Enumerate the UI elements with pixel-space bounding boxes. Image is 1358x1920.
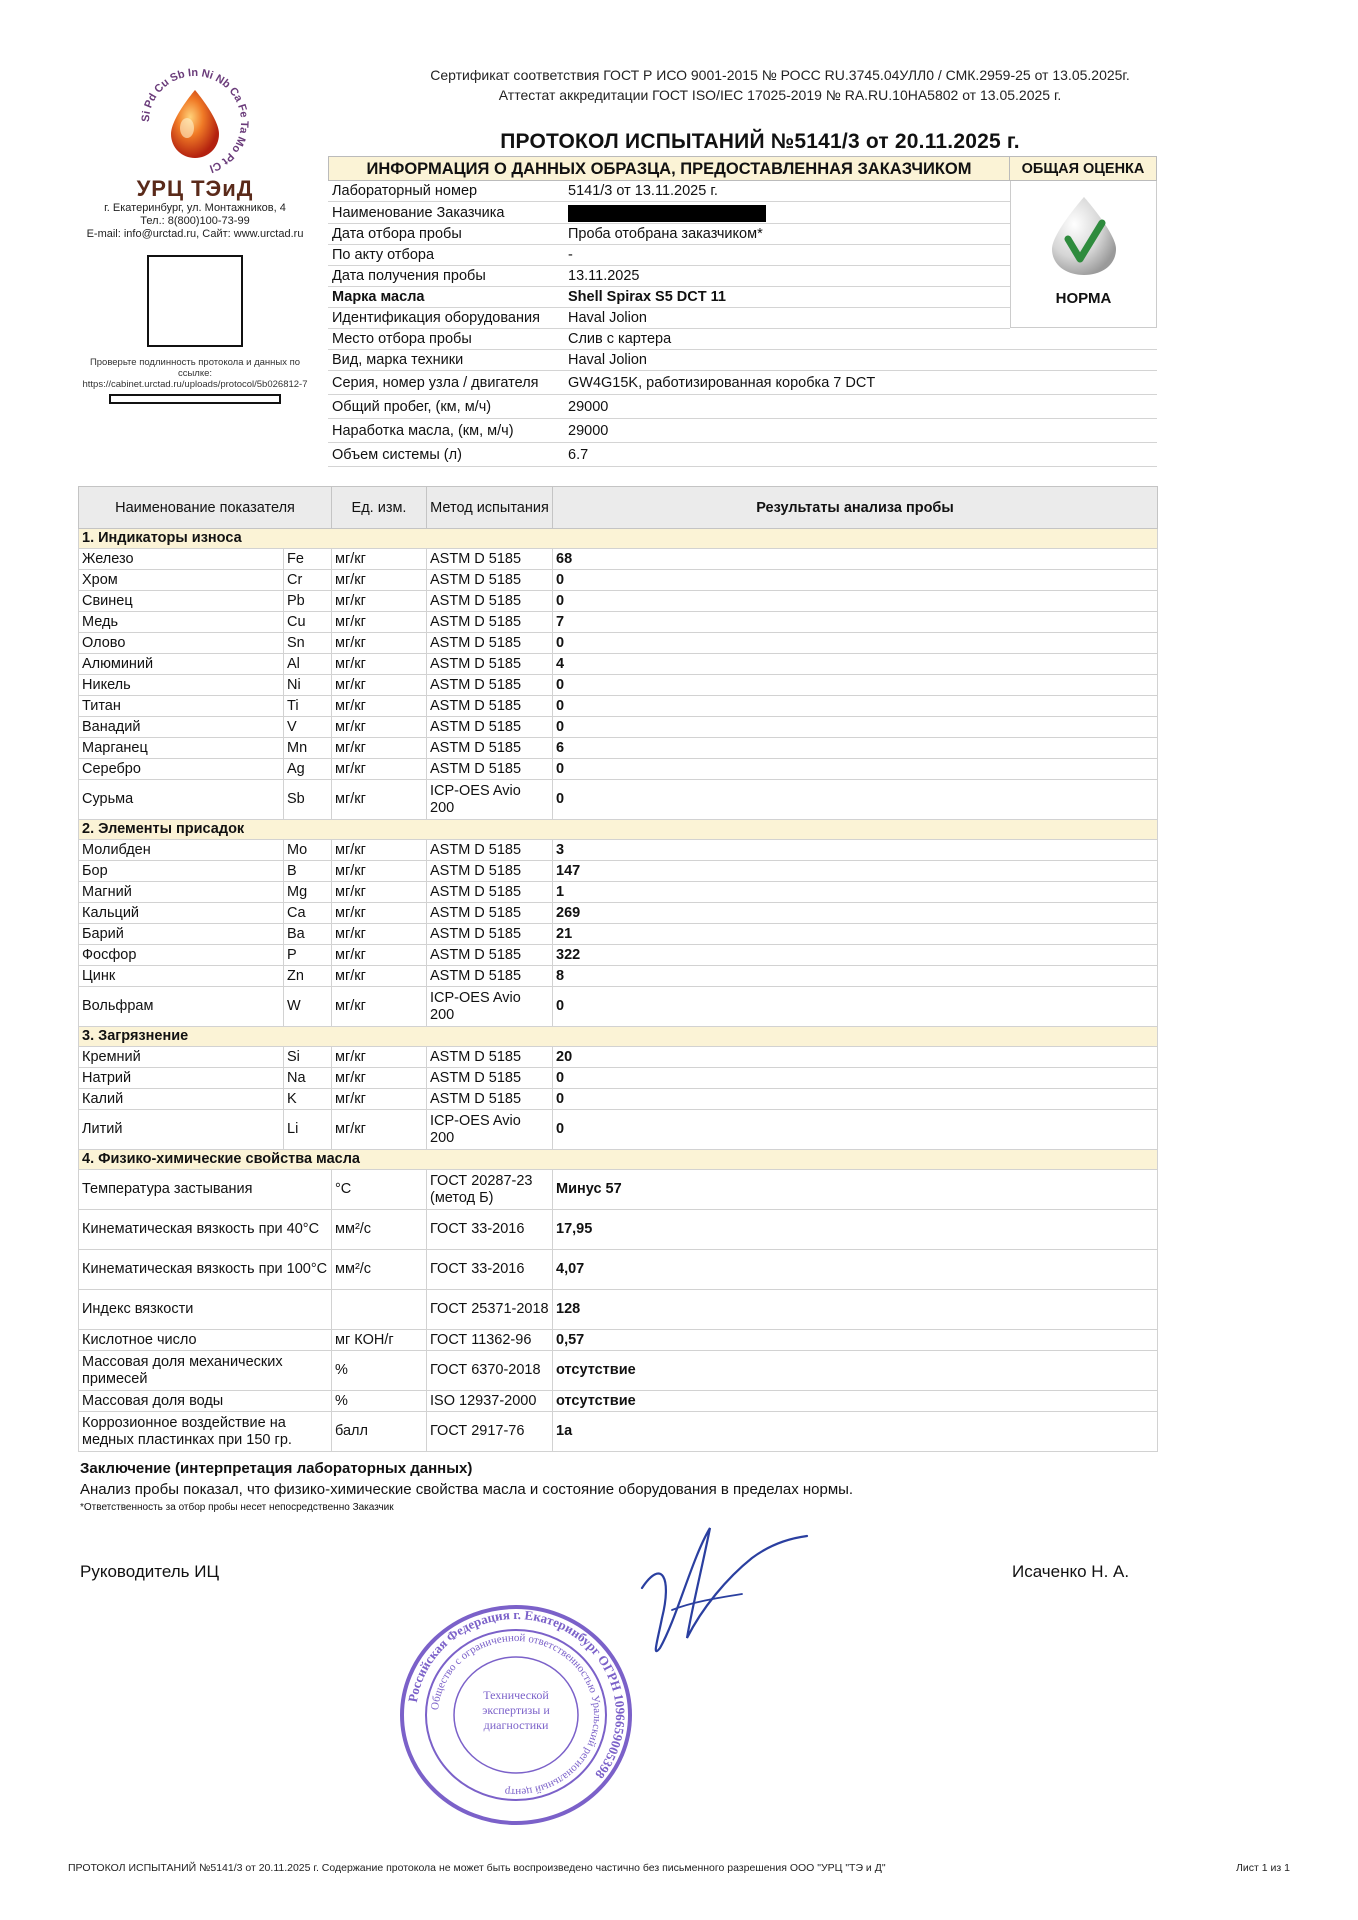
row-symbol: Sn	[284, 633, 332, 654]
row-method: ГОСТ 11362-96	[427, 1330, 553, 1351]
row-symbol: Ag	[284, 759, 332, 780]
row-name: Барий	[79, 924, 284, 945]
row-symbol: K	[284, 1089, 332, 1110]
row-result: 269	[553, 903, 1158, 924]
row-result: 17,95	[553, 1210, 1158, 1250]
row-name: Кислотное число	[79, 1330, 332, 1351]
row-unit: мг/кг	[332, 780, 427, 820]
info-row-lab-number: Лабораторный номер 5141/3 от 13.11.2025 г.	[328, 181, 1010, 202]
table-row	[79, 882, 1158, 903]
row-method: ASTM D 5185	[427, 861, 553, 882]
row-unit: мг/кг	[332, 945, 427, 966]
row-unit: мг/кг	[332, 924, 427, 945]
row-method: ASTM D 5185	[427, 696, 553, 717]
responsibility-note: *Ответственность за отбор пробы несет непосредственно Заказчик	[80, 1502, 394, 1513]
table-row	[79, 1068, 1158, 1089]
lab-logo-icon	[135, 62, 255, 182]
row-symbol: Ca	[284, 903, 332, 924]
row-method: ГОСТ 33-2016	[427, 1250, 553, 1290]
row-unit: мг/кг	[332, 717, 427, 738]
row-method: ГОСТ 20287-23 (метод Б)	[427, 1170, 553, 1210]
row-unit: мг/кг	[332, 549, 427, 570]
row-name: Массовая доля механических примесей	[79, 1351, 332, 1391]
row-name: Цинк	[79, 966, 284, 987]
footer-text: ПРОТОКОЛ ИСПЫТАНИЙ №5141/3 от 20.11.2025 г. Содержание протокола не может быть воспроизведено частично без письменного разрешения ООО "УРЦ "ТЭ и Д"	[68, 1862, 886, 1874]
row-result: 147	[553, 861, 1158, 882]
row-symbol: V	[284, 717, 332, 738]
row-method: ASTM D 5185	[427, 549, 553, 570]
info-row-received-date: Дата получения пробы 13.11.2025	[328, 266, 1010, 287]
row-result: Минус 57	[553, 1170, 1158, 1210]
col-header-result: Результаты анализа пробы	[553, 487, 1158, 529]
sample-info-heading: ИНФОРМАЦИЯ О ДАННЫХ ОБРАЗЦА, ПРЕДОСТАВЛЕННАЯ ЗАКАЗЧИКОМ	[328, 156, 1010, 181]
row-method: ASTM D 5185	[427, 924, 553, 945]
row-unit: мг/кг	[332, 903, 427, 924]
row-result: 4	[553, 654, 1158, 675]
row-result: 8	[553, 966, 1158, 987]
info-row-equipment-id: Идентификация оборудования Haval Jolion	[328, 308, 1010, 329]
row-symbol: Ni	[284, 675, 332, 696]
row-unit: мм²/с	[332, 1210, 427, 1250]
row-method: ГОСТ 6370-2018	[427, 1351, 553, 1391]
protocol-title: ПРОТОКОЛ ИСПЫТАНИЙ №5141/3 от 20.11.2025 г.	[500, 130, 1020, 153]
lab-email-site: E-mail: info@urctad.ru, Сайт: www.urctad.ru	[86, 228, 304, 240]
row-symbol: Sb	[284, 780, 332, 820]
row-result: 128	[553, 1290, 1158, 1330]
row-name: Кремний	[79, 1047, 284, 1068]
logo-ring-text: Si Pd Cu Sb In Ni Nb Ca Fe Ta Mo Pt Cl	[139, 66, 251, 175]
row-symbol: W	[284, 987, 332, 1027]
row-method: ГОСТ 33-2016	[427, 1210, 553, 1250]
row-symbol: Ti	[284, 696, 332, 717]
row-method: ASTM D 5185	[427, 633, 553, 654]
row-result: 0	[553, 696, 1158, 717]
table-row	[79, 675, 1158, 696]
row-unit: °C	[332, 1170, 427, 1210]
customer-redacted	[568, 205, 766, 222]
table-row	[79, 861, 1158, 882]
row-name: Молибден	[79, 840, 284, 861]
table-row	[79, 1089, 1158, 1110]
row-symbol: Fe	[284, 549, 332, 570]
row-method: ICP-OES Avio 200	[427, 987, 553, 1027]
row-method: ASTM D 5185	[427, 570, 553, 591]
grade-heading: ОБЩАЯ ОЦЕНКА	[1010, 156, 1157, 181]
row-unit: мм²/с	[332, 1250, 427, 1290]
table-row	[79, 966, 1158, 987]
table-row	[79, 738, 1158, 759]
row-unit: мг/кг	[332, 840, 427, 861]
col-header-method: Метод испытания	[427, 487, 553, 529]
row-symbol: B	[284, 861, 332, 882]
row-symbol: Ba	[284, 924, 332, 945]
row-symbol: Zn	[284, 966, 332, 987]
row-unit: мг/кг	[332, 591, 427, 612]
handwritten-signature	[632, 1518, 812, 1668]
row-name: Серебро	[79, 759, 284, 780]
table-row	[79, 1047, 1158, 1068]
section-row	[79, 529, 1158, 549]
info-row-customer: Наименование Заказчика	[328, 202, 1010, 224]
row-method: ASTM D 5185	[427, 945, 553, 966]
accreditation-line: Аттестат аккредитации ГОСТ ISO/IEC 17025-2019 № RA.RU.10НА5802 от 13.05.2025 г.	[498, 87, 1062, 103]
row-name: Вольфрам	[79, 987, 284, 1027]
row-result: 322	[553, 945, 1158, 966]
info-row-vehicle: Вид, марка техники Haval Jolion	[328, 350, 1157, 371]
row-method: ASTM D 5185	[427, 759, 553, 780]
info-row-sample-place: Место отбора пробы Слив с картера	[328, 329, 1157, 350]
row-symbol: Si	[284, 1047, 332, 1068]
row-result: 68	[553, 549, 1158, 570]
row-name: Бор	[79, 861, 284, 882]
section-row	[79, 1150, 1158, 1170]
row-name: Марганец	[79, 738, 284, 759]
row-name: Массовая доля воды	[79, 1391, 332, 1412]
row-result: 0	[553, 633, 1158, 654]
info-row-oil-brand: Марка масла Shell Spirax S5 DCT 11	[328, 287, 1010, 308]
row-name: Натрий	[79, 1068, 284, 1089]
row-name: Никель	[79, 675, 284, 696]
table-row	[79, 633, 1158, 654]
table-row	[79, 549, 1158, 570]
head-title: Руководитель ИЦ	[80, 1562, 220, 1581]
results-table	[78, 486, 1158, 1452]
certificate-line: Сертификат соответствия ГОСТ Р ИСО 9001-2015 № РОСС RU.3745.04УЛЛ0 / СМК.2959-25 от 13.05.2025г.	[430, 67, 1130, 83]
row-method: ASTM D 5185	[427, 966, 553, 987]
row-result: 1	[553, 882, 1158, 903]
row-method: ASTM D 5185	[427, 1047, 553, 1068]
row-method: ICP-OES Avio 200	[427, 780, 553, 820]
row-result: 0	[553, 1089, 1158, 1110]
row-result: 0	[553, 780, 1158, 820]
overall-grade-value: НОРМА	[1055, 290, 1112, 307]
row-method: ICP-OES Avio 200	[427, 1110, 553, 1150]
section-title: 3. Загрязнение	[79, 1027, 1158, 1047]
row-symbol: Mn	[284, 738, 332, 759]
row-method: ГОСТ 25371-2018	[427, 1290, 553, 1330]
conclusion-title: Заключение (интерпретация лабораторных данных)	[80, 1460, 473, 1477]
row-symbol: P	[284, 945, 332, 966]
table-row	[79, 924, 1158, 945]
row-unit: мг/кг	[332, 738, 427, 759]
row-result: 0	[553, 570, 1158, 591]
row-result: 1а	[553, 1412, 1158, 1452]
row-unit: мг/кг	[332, 654, 427, 675]
row-unit: мг/кг	[332, 696, 427, 717]
table-row	[79, 1170, 1158, 1210]
row-unit: мг/кг	[332, 966, 427, 987]
table-row	[79, 759, 1158, 780]
row-result: 0	[553, 1110, 1158, 1150]
stamp-middle-text: Общество с ограниченной ответственностью Уральский региональный центр	[429, 1631, 604, 1799]
row-name: Температура застывания	[79, 1170, 332, 1210]
row-unit: мг/кг	[332, 1089, 427, 1110]
info-row-system-volume: Объем системы (л) 6.7	[328, 443, 1157, 467]
table-row	[79, 840, 1158, 861]
row-unit: мг/кг	[332, 882, 427, 903]
col-header-name: Наименование показателя	[79, 487, 332, 529]
row-name: Алюминий	[79, 654, 284, 675]
table-row	[79, 612, 1158, 633]
conclusion-text: Анализ пробы показал, что физико-химические свойства масла и состояние оборудования в пределах нормы.	[80, 1481, 854, 1498]
row-unit: мг/кг	[332, 1110, 427, 1150]
qr-code	[147, 255, 243, 347]
row-name: Литий	[79, 1110, 284, 1150]
table-row	[79, 654, 1158, 675]
row-name: Коррозионное воздействие на медных пластинках при 150 гр.	[79, 1412, 332, 1452]
row-result: 0	[553, 717, 1158, 738]
row-name: Калий	[79, 1089, 284, 1110]
row-result: 4,07	[553, 1250, 1158, 1290]
row-result: 0	[553, 759, 1158, 780]
table-row	[79, 903, 1158, 924]
section-row	[79, 820, 1158, 840]
row-result: отсутствие	[553, 1391, 1158, 1412]
row-name: Кинематическая вязкость при 100°C	[79, 1250, 332, 1290]
table-row	[79, 1351, 1158, 1391]
row-unit: мг/кг	[332, 633, 427, 654]
table-row	[79, 1290, 1158, 1330]
row-name: Кальций	[79, 903, 284, 924]
row-symbol: Li	[284, 1110, 332, 1150]
info-row-act: По акту отбора -	[328, 245, 1010, 266]
verify-code-box	[109, 394, 281, 404]
row-name: Хром	[79, 570, 284, 591]
row-unit: мг/кг	[332, 675, 427, 696]
row-unit: мг/кг	[332, 1047, 427, 1068]
table-row	[79, 1412, 1158, 1452]
row-name: Кинематическая вязкость при 40°C	[79, 1210, 332, 1250]
table-row	[79, 987, 1158, 1027]
row-result: 0	[553, 675, 1158, 696]
row-name: Свинец	[79, 591, 284, 612]
stamp-outer-text: Российская Федерация г. Екатеринбург ОГРН 1096659005398	[404, 1606, 629, 1782]
row-name: Ванадий	[79, 717, 284, 738]
info-row-unit-serial: Серия, номер узла / двигателя GW4G15K, работизированная коробка 7 DCT	[328, 371, 1157, 395]
row-name: Сурьма	[79, 780, 284, 820]
row-symbol: Mg	[284, 882, 332, 903]
row-name: Титан	[79, 696, 284, 717]
row-unit: мг КОН/г	[332, 1330, 427, 1351]
overall-grade-box	[1010, 181, 1157, 328]
verify-text: Проверьте подлинность протокола и данных по ссылке:	[89, 357, 301, 379]
section-row	[79, 1027, 1158, 1047]
row-result: 7	[553, 612, 1158, 633]
row-name: Индекс вязкости	[79, 1290, 332, 1330]
row-symbol: Mo	[284, 840, 332, 861]
table-row	[79, 696, 1158, 717]
row-name: Магний	[79, 882, 284, 903]
row-unit: мг/кг	[332, 612, 427, 633]
lab-name: УРЦ ТЭиД	[136, 176, 254, 201]
check-drop-icon	[1046, 193, 1122, 277]
info-row-sample-date: Дата отбора пробы Проба отобрана заказчиком*	[328, 224, 1010, 245]
row-result: 0	[553, 1068, 1158, 1089]
row-unit: мг/кг	[332, 570, 427, 591]
row-unit: мг/кг	[332, 1068, 427, 1089]
row-name: Медь	[79, 612, 284, 633]
row-method: ISO 12937-2000	[427, 1391, 553, 1412]
row-method: ASTM D 5185	[427, 717, 553, 738]
lab-logo-block	[70, 62, 320, 404]
lab-address: г. Екатеринбург, ул. Монтажников, 4	[104, 202, 286, 214]
row-result: отсутствие	[553, 1351, 1158, 1391]
row-result: 21	[553, 924, 1158, 945]
results-table-body	[79, 529, 1158, 1452]
row-method: ASTM D 5185	[427, 612, 553, 633]
row-method: ASTM D 5185	[427, 591, 553, 612]
stamp-center-text: Технической экспертизы и диагностики	[482, 1688, 550, 1732]
section-title: 4. Физико-химические свойства масла	[79, 1150, 1158, 1170]
row-symbol: Al	[284, 654, 332, 675]
table-row	[79, 945, 1158, 966]
row-method: ASTM D 5185	[427, 654, 553, 675]
row-unit: балл	[332, 1412, 427, 1452]
row-unit: %	[332, 1351, 427, 1391]
company-stamp	[396, 1604, 636, 1826]
row-symbol: Cr	[284, 570, 332, 591]
table-row	[79, 591, 1158, 612]
table-row	[79, 780, 1158, 820]
row-method: ASTM D 5185	[427, 840, 553, 861]
row-name: Фосфор	[79, 945, 284, 966]
row-unit: мг/кг	[332, 759, 427, 780]
table-row	[79, 1110, 1158, 1150]
info-row-oil-mileage: Наработка масла, (км, м/ч) 29000	[328, 419, 1157, 443]
sheet-number: Лист 1 из 1	[1236, 1862, 1290, 1874]
table-row	[79, 1391, 1158, 1412]
row-method: ASTM D 5185	[427, 738, 553, 759]
row-name: Олово	[79, 633, 284, 654]
section-title: 1. Индикаторы износа	[79, 529, 1158, 549]
row-result: 0	[553, 987, 1158, 1027]
results-table-header	[79, 487, 1158, 529]
row-unit: мг/кг	[332, 861, 427, 882]
section-title: 2. Элементы присадок	[79, 820, 1158, 840]
table-row	[79, 1210, 1158, 1250]
row-method: ASTM D 5185	[427, 903, 553, 924]
row-method: ГОСТ 2917-76	[427, 1412, 553, 1452]
row-unit: мг/кг	[332, 987, 427, 1027]
row-result: 20	[553, 1047, 1158, 1068]
row-method: ASTM D 5185	[427, 882, 553, 903]
head-name: Исаченко Н. А.	[1012, 1562, 1130, 1581]
verify-url[interactable]: https://cabinet.urctad.ru/uploads/protocol/5b026812-7	[82, 379, 308, 390]
row-symbol: Na	[284, 1068, 332, 1089]
row-result: 0,57	[553, 1330, 1158, 1351]
row-unit: %	[332, 1391, 427, 1412]
row-method: ASTM D 5185	[427, 1089, 553, 1110]
info-row-total-mileage: Общий пробег, (км, м/ч) 29000	[328, 395, 1157, 419]
col-header-unit: Ед. изм.	[332, 487, 427, 529]
lab-phone: Тел.: 8(800)100-73-99	[140, 215, 250, 227]
row-result: 6	[553, 738, 1158, 759]
table-row	[79, 1330, 1158, 1351]
row-method: ASTM D 5185	[427, 675, 553, 696]
table-row	[79, 717, 1158, 738]
row-symbol: Cu	[284, 612, 332, 633]
row-unit	[332, 1290, 427, 1330]
sample-info-section	[328, 156, 1157, 467]
table-row	[79, 570, 1158, 591]
row-method: ASTM D 5185	[427, 1068, 553, 1089]
row-symbol: Pb	[284, 591, 332, 612]
row-result: 3	[553, 840, 1158, 861]
table-row	[79, 1250, 1158, 1290]
row-result: 0	[553, 591, 1158, 612]
row-name: Железо	[79, 549, 284, 570]
